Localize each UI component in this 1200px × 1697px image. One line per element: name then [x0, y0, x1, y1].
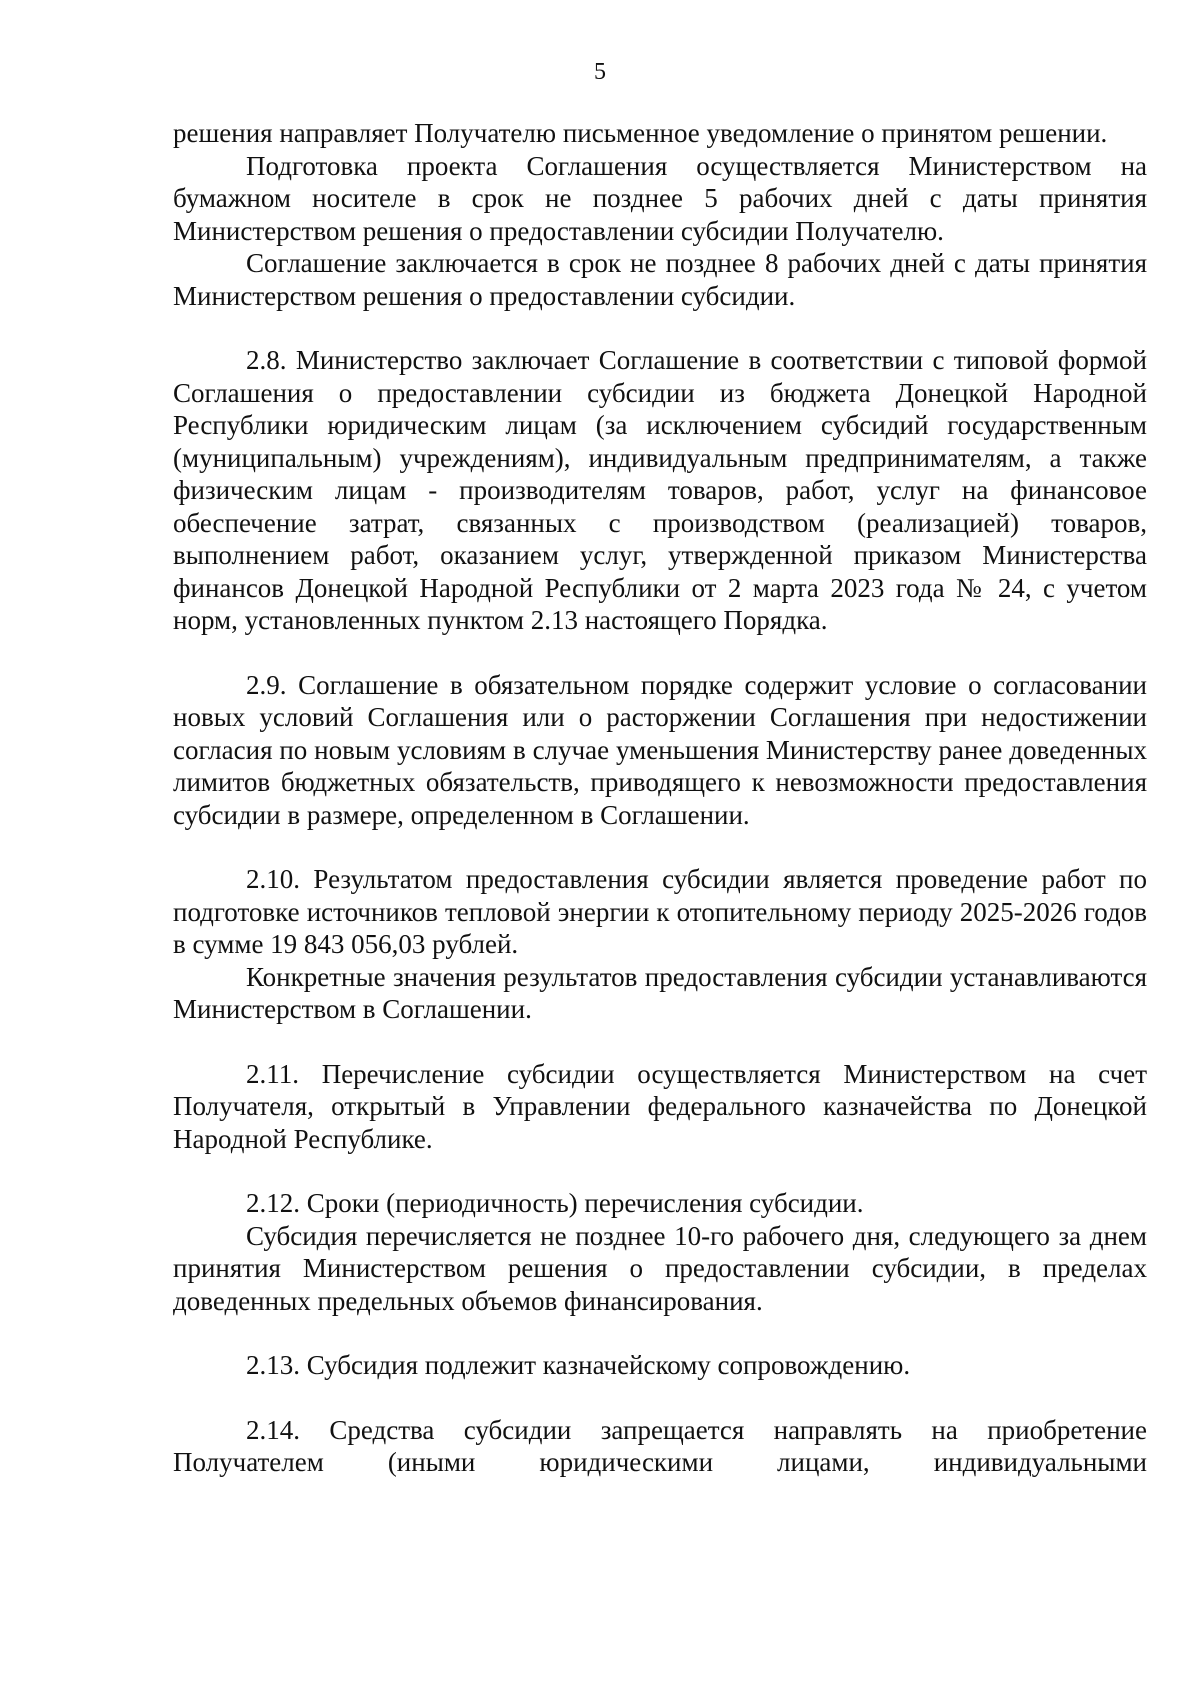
- paragraph-2-12: 2.12. Сроки (периодичность) перечисления субсидии.: [246, 1188, 864, 1218]
- paragraph-2-9: 2.9. Соглашение в обязательном порядке содержит условие о согласовании новых условий Соглашения или о расторжении Соглашения при недостижении согласия по новым условиям в случае уменьшения Министерству ранее доведенных лимитов бюджетных обязательств, приводящего к невозможности предоставления субсидии в размере, определенном в Соглашении.: [173, 669, 1147, 830]
- paragraph-2-14: 2.14. Средства субсидии запрещается направлять на приобретение Получателем (иными юридическими лицами, индивидуальными: [173, 1414, 1147, 1477]
- paragraph-2-10-values: Конкретные значения результатов предоставления субсидии устанавливаются Министерством в Соглашении.: [173, 961, 1147, 1024]
- paragraph-2-10: 2.10. Результатом предоставления субсидии является проведение работ по подготовке источников тепловой энергии к отопительному периоду 2025-2026 годов в сумме 19 843 056,03 рублей.: [173, 864, 1147, 959]
- paragraph-2-11: 2.11. Перечисление субсидии осуществляется Министерством на счет Получателя, открытый в Управлении федерального казначейства по Донецкой Народной Республике.: [173, 1058, 1147, 1154]
- paragraph-2-13: 2.13. Субсидия подлежит казначейскому сопровождению.: [246, 1350, 911, 1380]
- page-number: 5: [594, 59, 606, 85]
- paragraph-agreement-conclusion: Соглашение заключается в срок не позднее 8 рабочих дней с даты принятия Министерством решения о предоставлении субсидии.: [173, 248, 1147, 311]
- paragraph-agreement-preparation: Подготовка проекта Соглашения осуществляется Министерством на бумажном носителе в срок не позднее 5 рабочих дней с даты принятия Министерством решения о предоставлении субсидии Получателю.: [173, 150, 1147, 246]
- document-body: [173, 117, 1147, 1479]
- paragraph-2-12-transfer: Субсидия перечисляется не позднее 10-го рабочего дня, следующего за днем принятия Министерством решения о предоставлении субсидии, в пределах доведенных предельных объемов финансирования.: [173, 1220, 1147, 1316]
- paragraph-continuation: решения направляет Получателю письменное уведомление о принятом решении.: [173, 118, 1108, 148]
- paragraph-2-8: 2.8. Министерство заключает Соглашение в соответствии с типовой формой Соглашения о предоставлении субсидии из бюджета Донецкой Народной Республики юридическим лицам (за исключением субсидий государственным (муниципальным) учреждениям), индивидуальным предпринимателям, а также физическим лицам - производителям товаров, работ, услуг на финансовое обеспечение затрат, связанных с производством (реализацией) товаров, выполнением работ, оказанием услуг, утвержденной приказом Министерства финансов Донецкой Народной Республики от 2 марта 2023 года № 24, с учетом норм, установленных пунктом 2.13 настоящего Порядка.: [173, 345, 1147, 635]
